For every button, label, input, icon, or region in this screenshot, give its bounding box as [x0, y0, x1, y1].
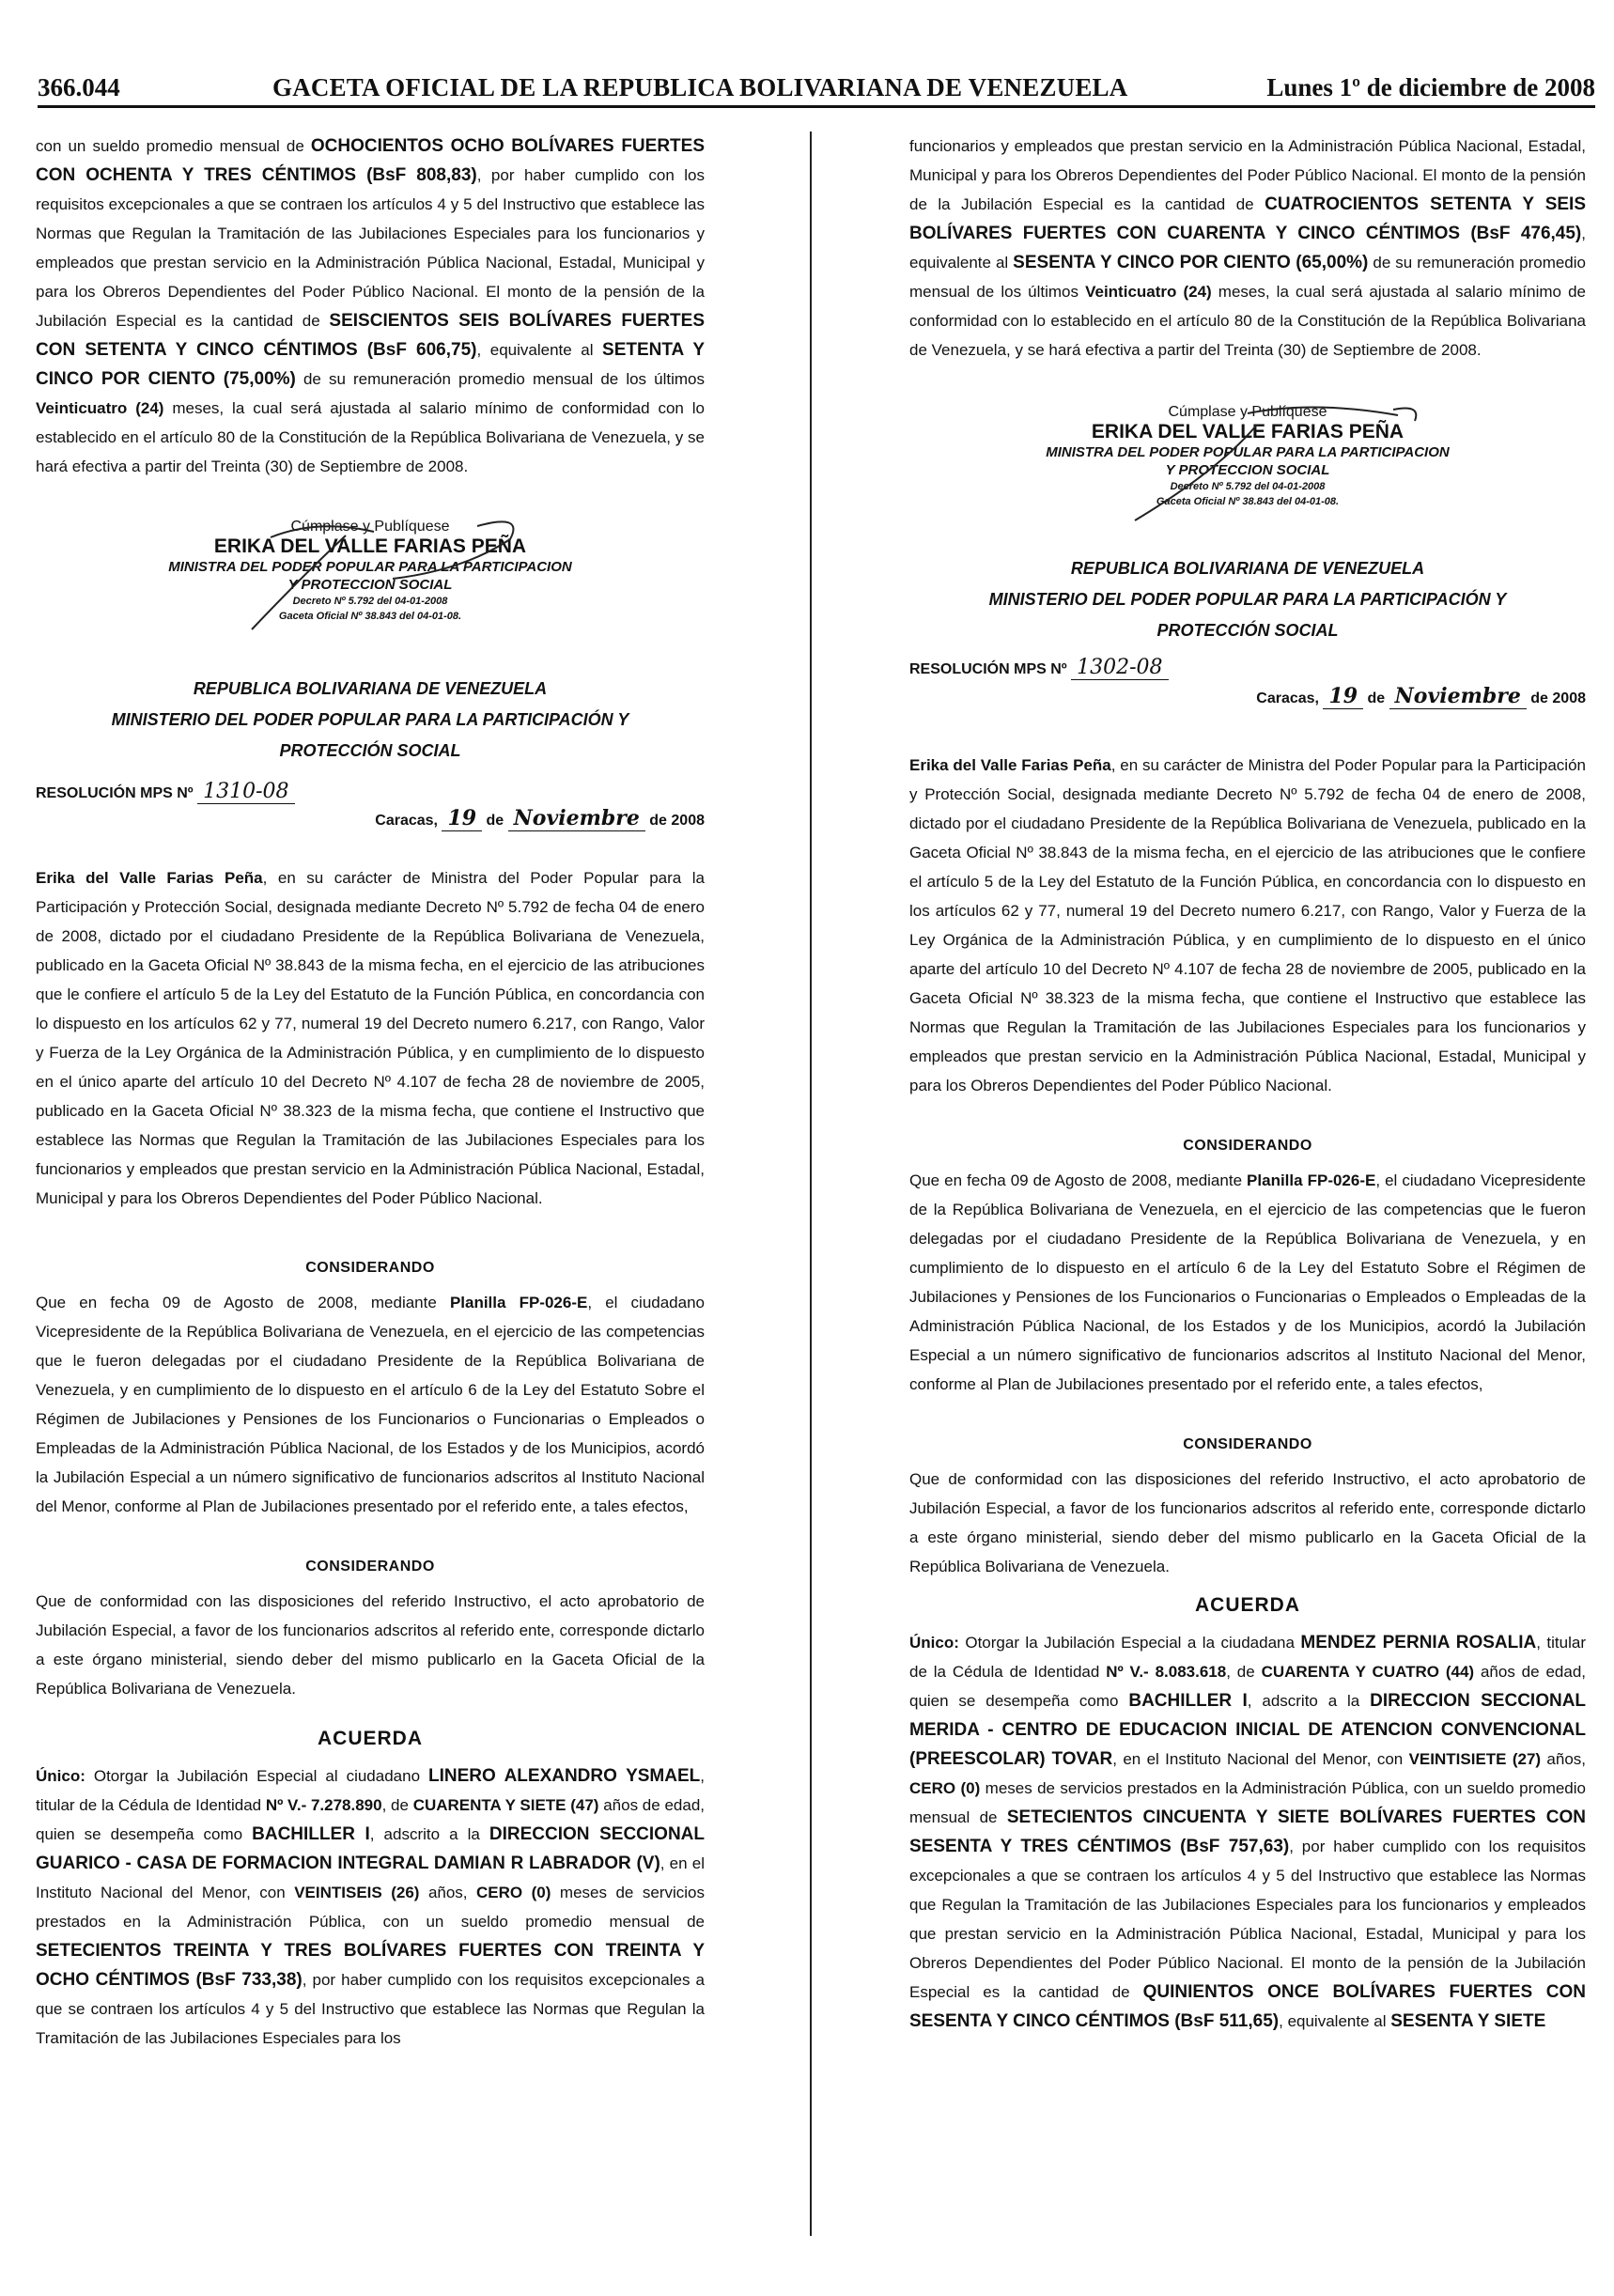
right-ministry-heading-2: PROTECCIÓN SOCIAL: [1156, 621, 1339, 640]
left-signature-block: Cúmplase y Publíquese ERIKA DEL VALLE FARIAS PEÑA MINISTRA DEL PODER POPULAR PARA LA PARTICIPACION Y PROTECCION SOCIAL Decreto Nº 5.792 del 04-01-2008 Gaceta Oficial Nº 38.843 del 04-01-08.: [36, 519, 705, 645]
left-considerando-1: CONSIDERANDO: [305, 1260, 435, 1276]
gazette-header: [28, 73, 1595, 111]
header-rule: [38, 105, 1595, 108]
right-paragraph-1: funcionarios y empleados que prestan servicio en la Administración Pública Nacional, Estadal, Municipal y para los Obreros Dependientes del Poder Público Nacional. El monto de la pensión de la Jubilación Especial es la cantidad de CUATROCIENTOS SETENTA Y SEIS BOLÍVARES FUERTES CON CUARENTA Y CINCO CÉNTIMOS (BsF 476,45), equivalente al SESENTA Y CINCO POR CIENTO (65,00%) de su remuneración promedio mensual de los últimos Veinticuatro (24) meses, la cual será ajustada al salario mínimo de conformidad con lo establecido en el artículo 80 de la Constitución de la República Bolivariana de Venezuela, y se hará efectiva a partir del Treinta (30) de Septiembre de 2008.: [909, 137, 1586, 359]
left-ministry-heading-2: PROTECCIÓN SOCIAL: [279, 741, 461, 760]
gazette-title: GACETA OFICIAL DE LA REPUBLICA BOLIVARIANA DE VENEZUELA: [272, 73, 1128, 101]
left-paragraph-2: Erika del Valle Farias Peña, en su carácter de Ministra del Poder Popular para la Participación y Protección Social, designada mediante Decreto Nº 5.792 de fecha 04 de enero de 2008, dictado por el ciudadano Presidente de la República Bolivariana de Venezuela, publicado en la Gaceta Oficial Nº 38.843 de la misma fecha, en el ejercicio de las atribuciones que le confiere el artículo 5 de la Ley del Estatuto de la Función Pública, en concordancia con lo dispuesto en los artículos 62 y 77, numeral 19 del Decreto numero 6.217, con Rango, Valor y Fuerza de la Ley Orgánica de la Administración Pública, y en cumplimiento de lo dispuesto en el único aparte del artículo 10 del Decreto Nº 4.107 de fecha 28 de noviembre de 2005, publicado en la Gaceta Oficial Nº 38.323 de la misma fecha, que contiene el Instructivo que establece las Normas que Regulan la Tramitación de las Jubilaciones Especiales para los funcionarios y empleados que prestan servicio en la Administración Pública Nacional, Estadal, Municipal y para los Obreros Dependientes del Poder Público Nacional.: [36, 869, 705, 1207]
left-paragraph-5: Único: Otorgar la Jubilación Especial al ciudadano LINERO ALEXANDRO YSMAEL, titular de la Cédula de Identidad Nº V.- 7.278.890, de CUARENTA Y SIETE (47) años de edad, quien se desempeña como BACHILLER I, adscrito a la DIRECCION SECCIONAL GUARICO - CASA DE FORMACION INTEGRAL DAMIAN R LABRADOR (V), en el Instituto Nacional del Menor, con VEINTISEIS (26) años, CERO (0) meses de servicios prestados en la Administración Pública, con un sueldo promedio mensual de SETECIENTOS TREINTA Y TRES BOLÍVARES FUERTES CON TREINTA Y OCHO CÉNTIMOS (BsF 733,38), por haber cumplido con los requisitos excepcionales a que se contraen los artículos 4 y 5 del Instructivo que establece las Normas que Regulan la Tramitación de las Jubilaciones Especiales para los: [36, 1766, 706, 2047]
right-ministry-heading: MINISTERIO DEL PODER POPULAR PARA LA PARTICIPACIÓN Y: [988, 590, 1507, 609]
left-acuerda: ACUERDA: [318, 1728, 423, 1749]
right-column: [909, 132, 1586, 2036]
right-paragraph-4: Que de conformidad con las disposiciones del referido Instructivo, el acto aprobatorio de Jubilación Especial, a favor de los funcionarios adscritos al referido ente, corresponde dictarlo a este órgano ministerial, siendo deber del mismo publicarlo en la Gaceta Oficial de la República Bolivariana de Venezuela.: [909, 1470, 1586, 1575]
right-signature-block: Cúmplase y Publíquese ERIKA DEL VALLE FARIAS PEÑA MINISTRA DEL PODER POPULAR PARA LA PARTICIPACION Y PROTECCION SOCIAL Decreto Nº 5.792 del 04-01-2008 Gaceta Oficial Nº 38.843 del 04-01-08.: [909, 404, 1586, 531]
right-considerando-1: CONSIDERANDO: [1183, 1138, 1312, 1154]
signature-scribble: [909, 404, 1586, 531]
left-place-date: Caracas, 19 de Noviembre de 2008: [375, 806, 705, 830]
right-considerando-2: CONSIDERANDO: [1183, 1436, 1312, 1452]
left-republic-heading: REPUBLICA BOLIVARIANA DE VENEZUELA: [193, 679, 548, 698]
right-place-date: Caracas, 19 de Noviembre de 2008: [1256, 684, 1586, 708]
left-paragraph-1: con un sueldo promedio mensual de OCHOCIENTOS OCHO BOLÍVARES FUERTES CON OCHENTA Y TRES CÉNTIMOS (BsF 808,83), por haber cumplido con los requisitos excepcionales a que se contraen los artículos 4 y 5 del Instructivo que establece las Normas que Regulan la Tramitación de las Jubilaciones Especiales para los funcionarios y empleados que prestan servicio en la Administración Pública Nacional, Estadal, Municipal y para los Obreros Dependientes del Poder Público Nacional. El monto de la pensión de la Jubilación Especial es la cantidad de SEISCIENTOS SEIS BOLÍVARES FUERTES CON SETENTA Y CINCO CÉNTIMOS (BsF 606,75), equivalente al SETENTA Y CINCO POR CIENTO (75,00%) de su remuneración promedio mensual de los últimos Veinticuatro (24) meses, la cual será ajustada al salario mínimo de conformidad con lo establecido en el artículo 80 de la Constitución de la República Bolivariana de Venezuela, y se hará efectiva a partir del Treinta (30) de Septiembre de 2008.: [36, 136, 706, 475]
left-considerando-2: CONSIDERANDO: [305, 1559, 435, 1575]
right-acuerda: ACUERDA: [1195, 1594, 1300, 1616]
left-paragraph-3: Que en fecha 09 de Agosto de 2008, mediante Planilla FP-026-E, el ciudadano Vicepresidente de la República Bolivariana de Venezuela, en el ejercicio de las competencias que le fueron delegadas por el ciudadano Presidente de la República Bolivariana de Venezuela, y en cumplimiento de lo dispuesto en el artículo 6 de la Ley del Estatuto Sobre el Régimen de Jubilaciones y Pensiones de los Funcionarios o Funcionarias o Empleados o Empleadas de la Administración Pública Nacional, de los Estados y de los Municipios, acordó la Jubilación Especial a un número significativo de funcionarios adscritos al Instituto Nacional del Menor, conforme al Plan de Jubilaciones presentado por el referido ente, a tales efectos,: [36, 1294, 706, 1515]
left-column: [36, 132, 705, 2053]
left-resolution-number: RESOLUCIÓN MPS Nº 1310-08: [36, 780, 705, 804]
column-divider: [810, 132, 812, 2236]
left-paragraph-4: Que de conformidad con las disposiciones del referido Instructivo, el acto aprobatorio de Jubilación Especial, a favor de los funcionarios adscritos al referido ente, corresponde dictarlo a este órgano ministerial, siendo deber del mismo publicarlo en la Gaceta Oficial de la República Bolivariana de Venezuela.: [36, 1592, 705, 1698]
right-paragraph-5: Único: Otorgar la Jubilación Especial a la ciudadana MENDEZ PERNIA ROSALIA, titular de la Cédula de Identidad Nº V.- 8.083.618, de CUARENTA Y CUATRO (44) años de edad, quien se desempeña como BACHILLER I, adscrito a la DIRECCION SECCIONAL MERIDA - CENTRO DE EDUCACION INICIAL DE ATENCION CONVENCIONAL (PREESCOLAR) TOVAR, en el Instituto Nacional del Menor, con VEINTISIETE (27) años, CERO (0) meses de servicios prestados en la Administración Pública, con un sueldo promedio mensual de SETECIENTOS CINCUENTA Y SIETE BOLÍVARES FUERTES CON SESENTA Y TRES CÉNTIMOS (BsF 757,63), por haber cumplido con los requisitos excepcionales a que se contraen los artículos 4 y 5 del Instructivo que establece las Normas que Regulan la Tramitación de las Jubilaciones Especiales para los funcionarios y empleados que prestan servicio en la Administración Pública Nacional, Estadal, Municipal y para los Obreros Dependientes del Poder Público Nacional. El monto de la pensión de la Jubilación Especial es la cantidad de QUINIENTOS ONCE BOLÍVARES FUERTES CON SESENTA Y CINCO CÉNTIMOS (BsF 511,65), equivalente al SESENTA Y SIETE: [909, 1633, 1587, 2031]
right-republic-heading: REPUBLICA BOLIVARIANA DE VENEZUELA: [1070, 559, 1425, 578]
right-paragraph-3: Que en fecha 09 de Agosto de 2008, mediante Planilla FP-026-E, el ciudadano Vicepresidente de la República Bolivariana de Venezuela, en el ejercicio de las competencias que le fueron delegadas por el ciudadano Presidente de la República Bolivariana de Venezuela, y en cumplimiento de lo dispuesto en el artículo 6 de la Ley del Estatuto Sobre el Régimen de Jubilaciones y Pensiones de los Funcionarios o Funcionarias o Empleados o Empleadas de la Administración Pública Nacional, de los Estados y de los Municipios, acordó la Jubilación Especial a un número significativo de funcionarios adscritos al Instituto Nacional del Menor, conforme al Plan de Jubilaciones presentado por el referido ente, a tales efectos,: [909, 1171, 1586, 1393]
issue-date: Lunes 1º de diciembre de 2008: [1266, 73, 1595, 101]
left-ministry-heading: MINISTERIO DEL PODER POPULAR PARA LA PARTICIPACIÓN Y: [111, 710, 629, 729]
page-number: 366.044: [38, 73, 120, 101]
signature-scribble: [36, 519, 705, 645]
right-paragraph-2: Erika del Valle Farias Peña, en su carácter de Ministra del Poder Popular para la Participación y Protección Social, designada mediante Decreto Nº 5.792 de fecha 04 de enero de 2008, dictado por el ciudadano Presidente de la República Bolivariana de Venezuela, publicado en la Gaceta Oficial Nº 38.843 de la misma fecha, en el ejercicio de las atribuciones que le confiere el artículo 5 de la Ley del Estatuto de la Función Pública, en concordancia con lo dispuesto en los artículos 62 y 77, numeral 19 del Decreto numero 6.217, con Rango, Valor y Fuerza de la Ley Orgánica de la Administración Pública, y en cumplimiento de lo dispuesto en el único aparte del artículo 10 del Decreto Nº 4.107 de fecha 28 de noviembre de 2005, publicado en la Gaceta Oficial Nº 38.323 de la misma fecha, que contiene el Instructivo que establece las Normas que Regulan la Tramitación de las Jubilaciones Especiales para los funcionarios y empleados que prestan servicio en la Administración Pública Nacional, Estadal, Municipal y para los Obreros Dependientes del Poder Público Nacional.: [909, 756, 1586, 1094]
right-resolution-number: RESOLUCIÓN MPS Nº 1302-08: [909, 656, 1586, 680]
